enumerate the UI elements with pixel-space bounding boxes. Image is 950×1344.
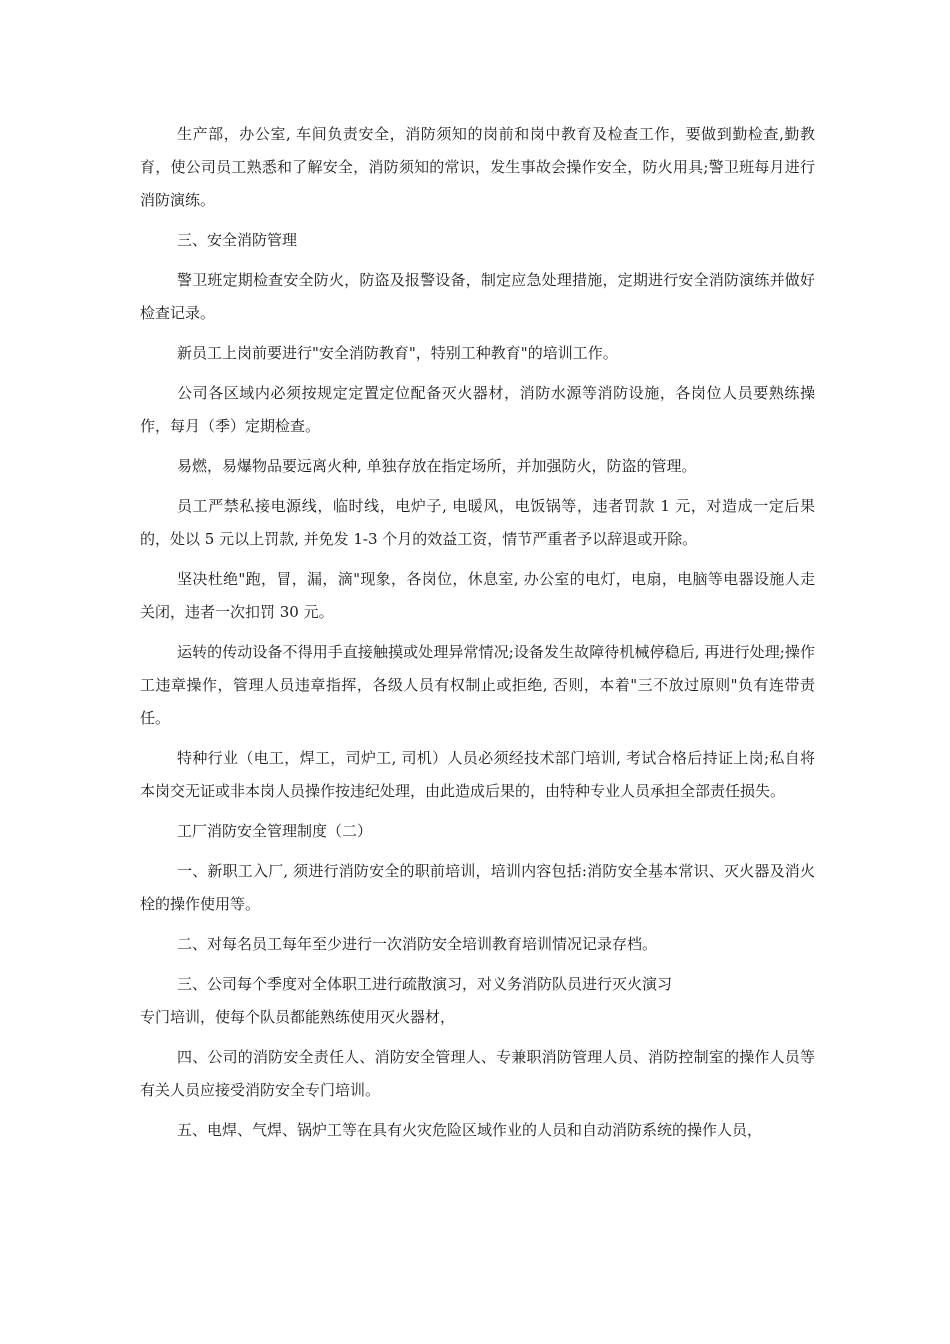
paragraph-item-5: 五、电焊、气焊、锅炉工等在具有火灾危险区域作业的人员和自动消防系统的操作人员， (177, 1121, 763, 1139)
paragraph-electric-wiring-penalty: 员工严禁私接电源线，临时线，电炉子, 电暖风，电饭锅等，违者罚款 1 元，对造成一定后果的，处以 5 元以上罚款, 并免发 1-3 个月的效益工资，情节严重者予以辞退或开除。 (140, 497, 815, 548)
section-heading-safety-fire-management: 三、安全消防管理 (177, 231, 298, 249)
paragraph-fire-equipment: 公司各区域内必须按规定定置定位配备灭火器材，消防水源等消防设施，各岗位人员要熟练操作，每月（季）定期检查。 (140, 384, 815, 435)
paragraph-production-dept: 生产部，办公室, 车间负责安全，消防须知的岗前和岗中教育及检查工作，要做到勤检查,勤教育，使公司员工熟悉和了解安全，消防须知的常识，发生事故会操作安全，防火用具;警卫班每月进行消防演练。 (140, 125, 815, 209)
paragraph-item-1: 一、新职工入厂, 须进行消防安全的职前培训，培训内容包括:消防安全基本常识、灭火器及消火栓的操作使用等。 (140, 862, 815, 913)
paragraph-item-3-continued: 专门培训，使每个队员都能熟练使用灭火器材， (140, 1008, 456, 1026)
paragraph-equipment-operation: 运转的传动设备不得用手直接触摸或处理异常情况;设备发生故障待机械停稳后, 再进行处理;操作工违章操作，管理人员违章指挥，各级人员有权制止或拒绝, 否则，本着"三不放过原则"负有连带责任。 (140, 643, 815, 727)
paragraph-flammable-items: 易燃，易爆物品要远离火种, 单独存放在指定场所，并加强防火，防盗的管理。 (177, 457, 697, 475)
paragraph-new-employee-training: 新员工上岗前要进行"安全消防教育"，特别工种教育"的培训工作。 (177, 344, 618, 362)
paragraph-item-4: 四、公司的消防安全责任人、消防安全管理人、专兼职消防管理人员、消防控制室的操作人员等有关人员应接受消防安全专门培训。 (140, 1048, 815, 1099)
paragraph-item-2: 二、对每名员工每年至少进行一次消防安全培训教育培训情况记录存档。 (177, 935, 658, 953)
paragraph-power-off-rule: 坚决杜绝"跑，冒，漏，滴"现象，各岗位，休息室, 办公室的电灯，电扇，电脑等电器设施人走关闭，违者一次扣罚 30 元。 (140, 570, 815, 621)
paragraph-special-trades: 特种行业（电工，焊工，司炉工, 司机）人员必须经技术部门培训, 考试合格后持证上岗;私自将本岗交无证或非本岗人员操作按违纪处理，由此造成后果的，由特种专业人员承担全部责任损失。 (140, 749, 815, 800)
paragraph-item-3: 三、公司每个季度对全体职工进行疏散演习，对义务消防队员进行灭火演习 (177, 975, 673, 993)
paragraph-guard-inspection: 警卫班定期检查安全防火，防盗及报警设备，制定应急处理措施，定期进行安全消防演练并做好检查记录。 (140, 271, 815, 322)
section-heading-factory-fire-system-2: 工厂消防安全管理制度（二） (177, 822, 373, 840)
